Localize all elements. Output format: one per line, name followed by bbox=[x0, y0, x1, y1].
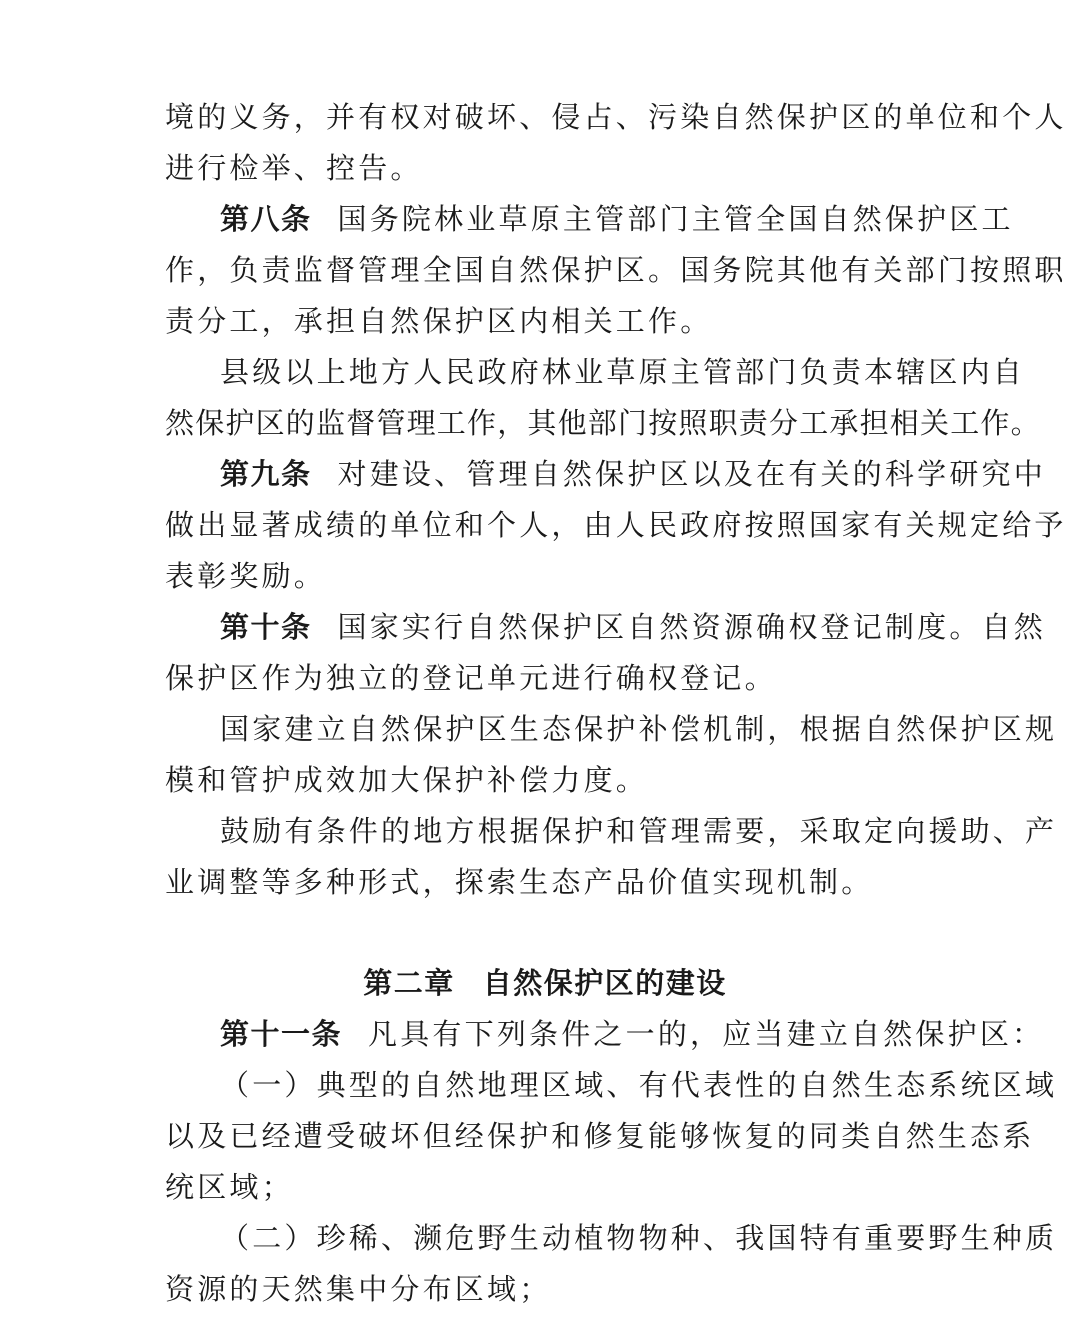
article-10-first-line: 第十条 国家实行自然保护区自然资源确权登记制度。自然 bbox=[220, 610, 1046, 644]
paragraph-line: 模和管护成效加大保护补偿力度。 bbox=[165, 763, 649, 797]
section-gap bbox=[165, 908, 925, 958]
paragraph-line: 国家建立自然保护区生态保护补偿机制，根据自然保护区规 bbox=[220, 712, 1058, 746]
article-heading: 第九条 bbox=[220, 457, 312, 491]
chapter-number: 第二章 bbox=[363, 966, 455, 1000]
paragraph-line: 统区域； bbox=[165, 1170, 294, 1204]
paragraph-line: 业调整等多种形式，探索生态产品价值实现机制。 bbox=[165, 865, 874, 899]
paragraph-line: 责分工，承担自然保护区内相关工作。 bbox=[165, 304, 713, 338]
article-11-first-line: 第十一条 凡具有下列条件之一的，应当建立自然保护区： bbox=[220, 1017, 1045, 1051]
chapter-heading bbox=[165, 958, 925, 1009]
paragraph-line: 做出显著成绩的单位和个人，由人民政府按照国家有关规定给予 bbox=[165, 508, 1067, 542]
paragraph-line: 资源的天然集中分布区域； bbox=[165, 1272, 552, 1306]
chapter-title: 自然保护区的建设 bbox=[482, 966, 727, 1000]
list-item-line: （二）珍稀、濒危野生动植物物种、我国特有重要野生种质 bbox=[220, 1221, 1058, 1255]
document-page bbox=[165, 92, 1067, 1315]
paragraph-line: 作，负责监督管理全国自然保护区。国务院其他有关部门按照职 bbox=[165, 253, 1067, 287]
article-8-first-line: 第八条 国务院林业草原主管部门主管全国自然保护区工 bbox=[220, 202, 1014, 236]
article-heading: 第十一条 bbox=[220, 1017, 343, 1051]
paragraph-line: 境的义务，并有权对破坏、侵占、污染自然保护区的单位和个人 bbox=[165, 100, 1067, 134]
paragraph-line: 以及已经遭受破坏但经保护和修复能够恢复的同类自然生态系 bbox=[165, 1119, 1035, 1153]
paragraph-line: 鼓励有条件的地方根据保护和管理需要，采取定向援助、产 bbox=[220, 814, 1058, 848]
paragraph-line: 进行检举、控告。 bbox=[165, 151, 423, 185]
paragraph-line: 表彰奖励。 bbox=[165, 559, 327, 593]
paragraph-line: 然保护区的监督管理工作，其他部门按照职责分工承担相关工作。 bbox=[165, 406, 1041, 440]
article-heading: 第八条 bbox=[220, 202, 312, 236]
paragraph-line: 保护区作为独立的登记单元进行确权登记。 bbox=[165, 661, 777, 695]
paragraph-line: 县级以上地方人民政府林业草原主管部门负责本辖区内自 bbox=[220, 355, 1026, 389]
article-9-first-line: 第九条 对建设、管理自然保护区以及在有关的科学研究中 bbox=[220, 457, 1046, 491]
article-heading: 第十条 bbox=[220, 610, 312, 644]
list-item-line: （一）典型的自然地理区域、有代表性的自然生态系统区域 bbox=[220, 1068, 1058, 1102]
